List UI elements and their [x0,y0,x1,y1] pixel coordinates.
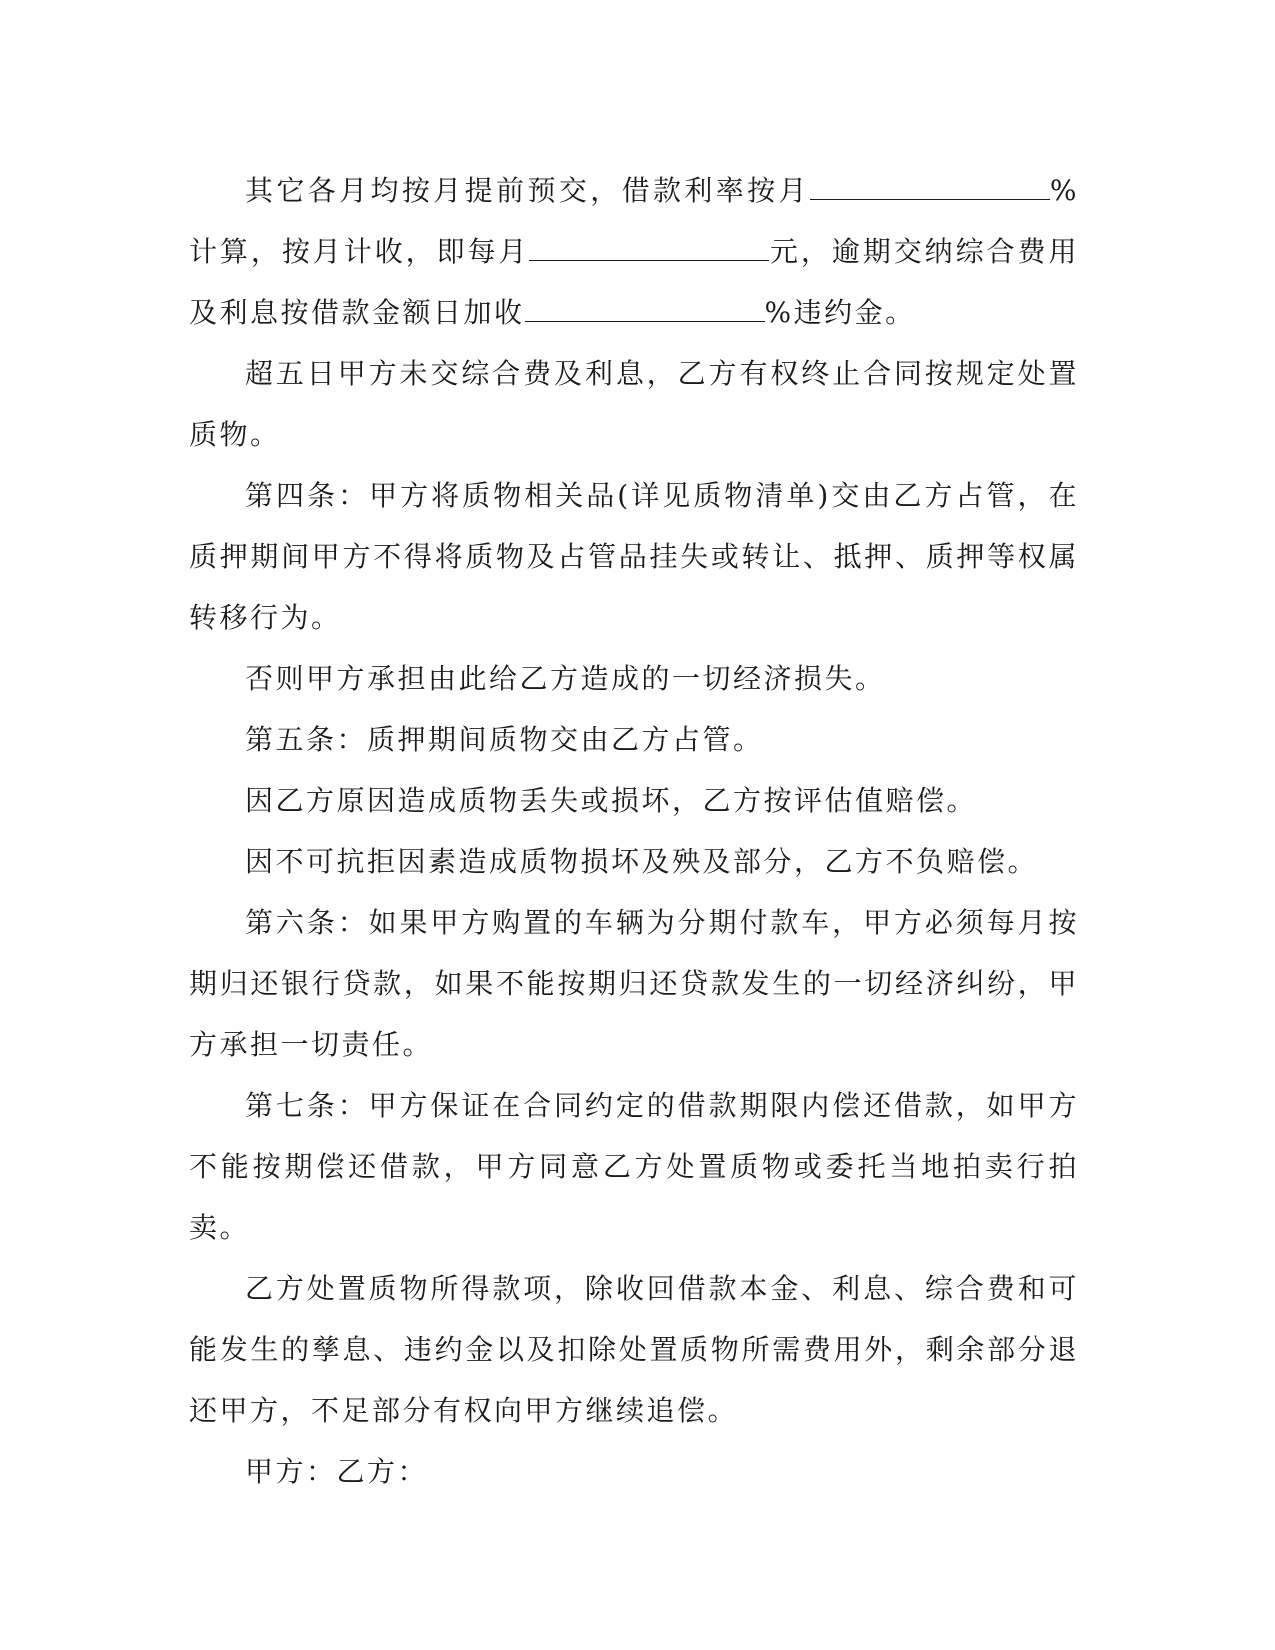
signature-line: 甲方：乙方： [245,1455,429,1488]
paragraph-article-6: 第六条：如果甲方购置的车辆为分期付款车，甲方必须每月按期归还银行贷款，如果不能按期归还贷款发生的一切经济纠纷，甲方承担一切责任。 [189,906,1079,1061]
penalty-rate-blank[interactable] [525,287,765,322]
paragraph-disposal-proceeds: 乙方处置质物所得款项，除收回借款本金、利息、综合费和可能发生的孳息、违约金以及扣除处置质物所需费用外，剩余部分退还甲方，不足部分有权向甲方继续追偿。 [189,1272,1079,1427]
paragraph-article-5: 第五条：质押期间质物交由乙方占管。 [245,723,764,756]
paragraph-force-majeure: 因不可抗拒因素造成质物损坏及殃及部分，乙方不负赔偿。 [245,845,1039,878]
paragraph-termination: 超五日甲方未交综合费及利息，乙方有权终止合同按规定处置质物。 [189,357,1079,451]
paragraph-interest-terms [189,160,1079,343]
interest-text-3: 元，逾期交纳综合费用及利息按借款金额日加收 [189,235,1079,329]
interest-text-1: 其它各月均按月提前预交，借款利率按月 [245,174,810,207]
monthly-rate-blank[interactable] [810,165,1050,200]
paragraph-article-4: 第四条：甲方将质物相关品(详见质物清单)交由乙方占管，在质押期间甲方不得将质物及占管品挂失或转让、抵押、质押等权属转移行为。 [189,479,1079,634]
interest-text-4: %违约金。 [764,296,916,329]
document-body [189,160,1079,1502]
monthly-amount-blank[interactable] [529,226,769,261]
interest-text-2: %计算，按月计收，即每月 [189,174,1079,268]
paragraph-liability: 否则甲方承担由此给乙方造成的一切经济损失。 [245,662,886,695]
paragraph-compensation: 因乙方原因造成质物丢失或损坏，乙方按评估值赔偿。 [245,784,978,817]
paragraph-article-7: 第七条：甲方保证在合同约定的借款期限内偿还借款，如甲方不能按期偿还借款，甲方同意乙方处置质物或委托当地拍卖行拍卖。 [189,1089,1079,1244]
